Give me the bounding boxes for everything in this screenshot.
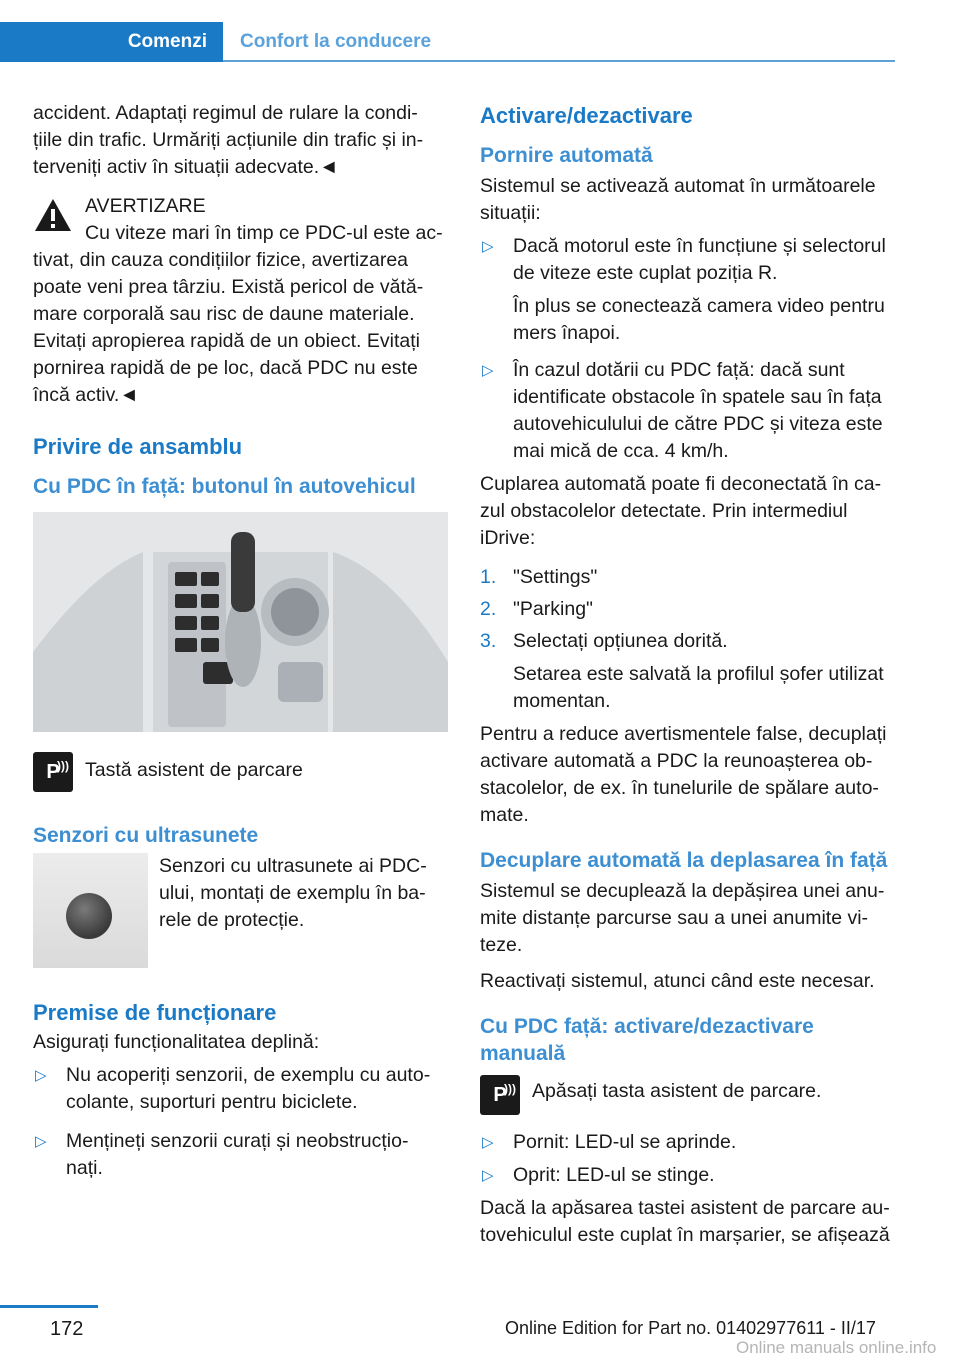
reactivate-text: Reactivați sistemul, atunci când este necesar. (480, 970, 875, 992)
list-item (480, 1162, 898, 1189)
heading-activation: Activare/dezactivare (480, 103, 693, 128)
heading-front-button: Cu PDC în față: butonul în autovehicul (33, 475, 416, 498)
list-item-text: Oprit: LED-ul se stinge. (513, 1164, 715, 1186)
step-number: 3. (480, 630, 497, 652)
false-alerts-text: Pentru a reduce avertismentele false, decuplați activare automată a PDC la reunoașterea ob‐ stacolelor, de ex. în tunelurile de spălare auto‐ mate. (480, 723, 887, 826)
list-item (33, 1128, 448, 1182)
step-subtext: Setarea este salvată la profilul șofer utilizat momentan. (513, 663, 884, 712)
sensor-block (33, 853, 448, 971)
heading-manual: Cu PDC față: activare/dezactivare manuală (480, 1015, 814, 1065)
parking-assist-letter: P (493, 1084, 507, 1106)
forward-text: Sistemul se decuplează la depășirea unei anu‐ mite distanțe parcurse sau a unei anumite vi‐ teze. (480, 880, 885, 956)
left-column (33, 100, 448, 1182)
page-header (0, 0, 960, 64)
manual-button-row (480, 1075, 898, 1115)
warning-triangle-icon (33, 197, 73, 233)
list-item-text: Pornit: LED-ul se aprinde. (513, 1131, 737, 1153)
manual-caption: Apăsați tasta asistent de parcare. (532, 1080, 822, 1102)
parking-assist-button-row (33, 752, 448, 792)
watermark-text: Online manuals online.info (736, 1338, 937, 1357)
list-item (480, 1129, 898, 1156)
sensor-icon (66, 893, 112, 939)
list-item-text: ▷ În cazul dotării cu PDC față: dacă sunt identificate obstacole în spatele sau în fața autovehiculului de către PDC și viteza este mai mică de cca. 4 km/h. (513, 359, 883, 462)
warning-text: tivat, din cauza condițiilor fizice, avertizarea poate veni prea târziu. Există pericol de vătă‐ mare corporală sau risc de daune materiale. Evitați apropierea rapidă de un obiect. Evitați pornirea rapidă de pe loc, dacă PDC nu este încă activ.◄ (33, 249, 424, 406)
heading-overview: Privire de ansamblu (33, 434, 243, 459)
list-item (480, 233, 898, 347)
final-text: Dacă la apăsarea tastei asistent de parcare au‐ tovehiculul este cuplat în marșarier, se afișează (480, 1197, 890, 1246)
footer-accent-line (0, 1305, 98, 1308)
center-console-photo (33, 512, 448, 732)
prereq-list (33, 1062, 448, 1182)
warning-title: AVERTIZARE (85, 195, 206, 217)
auto-off-text: Cuplarea automată poate fi deconectată în ca‐ zul obstacolelor detectate. Prin intermediul iDrive: (480, 473, 882, 549)
edition-text: Online Edition for Part no. 01402977611 - II/17 (505, 1318, 876, 1338)
list-item (33, 1062, 448, 1116)
manual-list (480, 1129, 898, 1189)
right-column (480, 100, 898, 1249)
tab-confort-la-conducere[interactable]: Confort la conducere (240, 31, 432, 52)
parking-assist-letter: P (46, 761, 60, 783)
parking-assist-icon (33, 752, 73, 792)
list-item (480, 628, 898, 715)
step-number: 1. (480, 566, 497, 588)
center-console-illustration (33, 512, 448, 732)
prereq-text: Asigurați funcționalitatea deplină: (33, 1031, 320, 1053)
page-number: 172 (50, 1318, 84, 1340)
step-text: Selectați opțiunea dorită. (513, 630, 728, 652)
sensor-description: Senzori cu ultrasunete ai PDC- ului, montați de exemplu în ba‐ rele de protecție. (159, 855, 427, 931)
step-text: "Settings" (513, 566, 598, 588)
list-item-text: Nu acoperiți senzorii, de exemplu cu auto‐ colante, suporturi pentru biciclete. (66, 1064, 431, 1113)
parking-assist-icon (480, 1075, 520, 1115)
list-item (480, 564, 898, 591)
parking-assist-waves: ))) (57, 759, 69, 773)
warning-first-line: Cu viteze mari în timp ce PDC-ul este ac‐ (85, 222, 443, 244)
idrive-steps-list (480, 564, 898, 715)
ultrasonic-sensor-image (33, 853, 148, 968)
intro-paragraph: accident. Adaptați regimul de rulare la condi‐ țiile din trafic. Urmăriți acțiunile din trafic și in‐ terveniți activ în situații adecvate.◄ (33, 102, 424, 178)
list-item (480, 357, 898, 465)
list-item-text: ▷ Dacă motorul este în funcțiune și selectorul de viteze este cuplat poziția R. (513, 235, 886, 284)
step-number: 2. (480, 598, 497, 620)
auto-start-list (480, 233, 898, 465)
list-item-text: Mențineți senzorii curați și neobstrucțio‐ nați. (66, 1130, 409, 1179)
warning-block (33, 193, 448, 409)
parking-assist-caption: Tastă asistent de parcare (85, 759, 303, 781)
heading-ultrasonic-sensors: Senzori cu ultrasunete (33, 824, 259, 847)
tab-comenzi[interactable]: Comenzi (0, 22, 223, 62)
parking-assist-waves: ))) (504, 1082, 516, 1096)
auto-start-text: Sistemul se activează automat în următoarele situații: (480, 175, 876, 224)
list-item (480, 596, 898, 623)
header-divider (223, 60, 895, 62)
heading-auto-off-forward: Decuplare automată la deplasarea în față (480, 849, 888, 872)
heading-auto-start: Pornire automată (480, 144, 653, 167)
heading-prerequisites: Premise de funcționare (33, 1000, 277, 1025)
step-text: "Parking" (513, 598, 593, 620)
list-item-subtext: În plus se conectează camera video pentru mers înapoi. (513, 295, 885, 344)
